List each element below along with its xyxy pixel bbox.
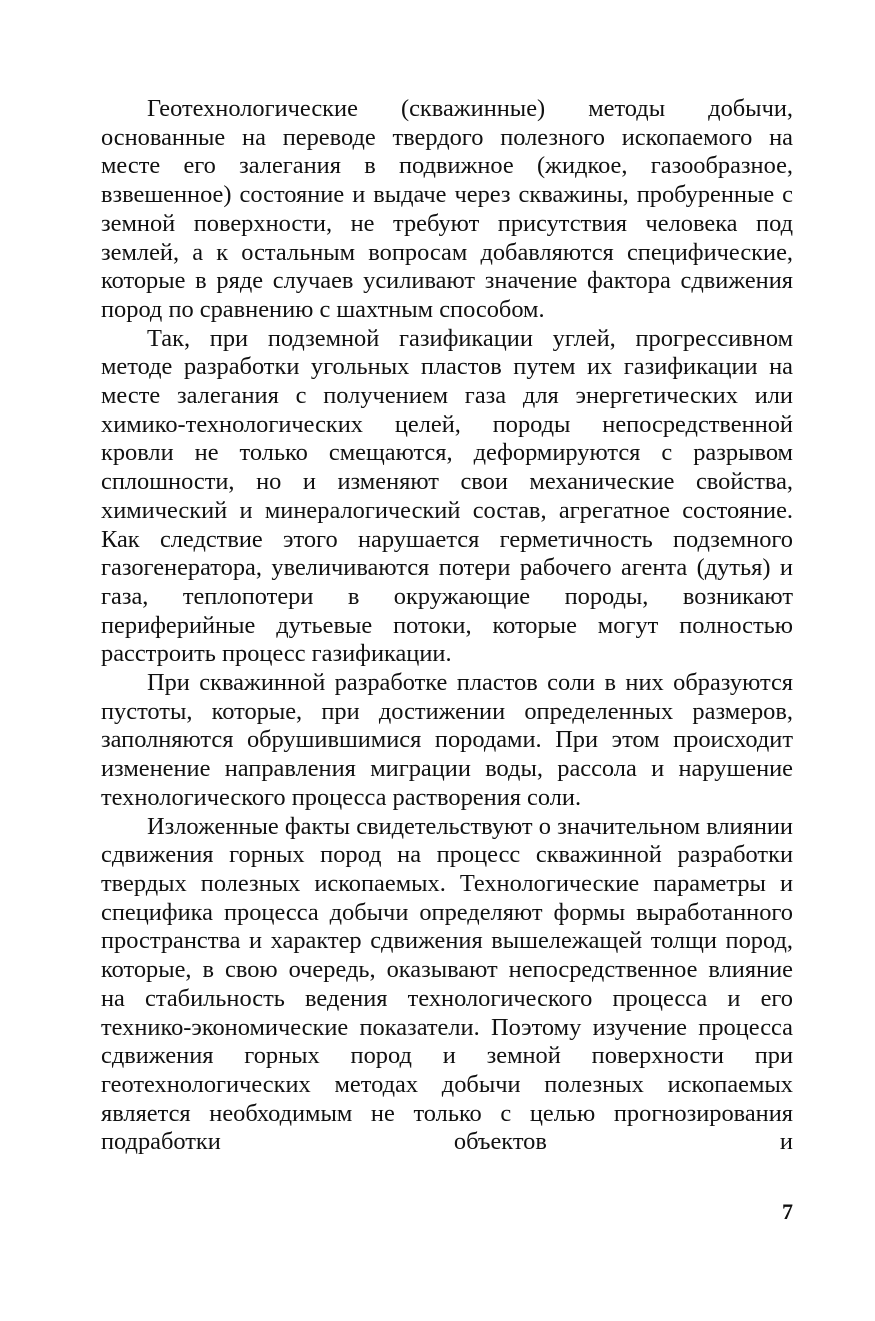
paragraph-1: Геотехнологические (скважинные) методы добычи, основанные на переводе твердого полезного ископаемого на месте его залегания в подвижное (жидкое, газообразное, взвешенное) состояние и выдаче через скважины, пробуренные с земной поверхности, не требуют присутствия человека под землей, а к остальным вопросам добавляются специфические, которые в ряде случаев усиливают значение фактора сдвижения пород по сравнению с шахтным способом. <box>101 95 793 323</box>
paragraph-2: Так, при подземной газификации углей, прогрессивном методе разработки угольных пластов путем их газификации на месте залегания с получением газа для энергетических или химико-технологических целей, породы непосредственной кровли не только смещаются, деформируются с разрывом сплошности, но и изменяют свои механические свойства, химический и минералогический состав, агрегатное состояние. Как следствие этого нарушается герметичность подземного газогенератора, увеличиваются потери рабочего агента (дутья) и газа, теплопотери в окружающие породы, возникают периферийные дутьевые потоки, которые могут полностью расстроить процесс газификации. <box>101 324 793 668</box>
paragraph-4: Изложенные факты свидетельствуют о значительном влиянии сдвижения горных пород на процесс скважинной разработки твердых полезных ископаемых. Технологические параметры и специфика процесса добычи определяют формы выработанного пространства и характер сдвижения вышележащей толщи пород, которые, в свою очередь, оказывают непосредственное влияние на стабильность ведения технологического процесса и его технико-экономические показатели. Поэтому изучение процесса сдвижения горных пород и земной поверхности при геотехнологических методах добычи полезных ископаемых является необходимым не только с целью прогнозирования подработки объектов и <box>101 812 793 1156</box>
body-text <box>101 95 793 1157</box>
page-number: 7 <box>782 1199 793 1224</box>
paragraph-3: При скважинной разработке пластов соли в них образуются пустоты, которые, при достижении определенных размеров, заполняются обрушившимися породами. При этом происходит изменение направления миграции воды, рассола и нарушение технологического процесса растворения соли. <box>101 669 793 811</box>
